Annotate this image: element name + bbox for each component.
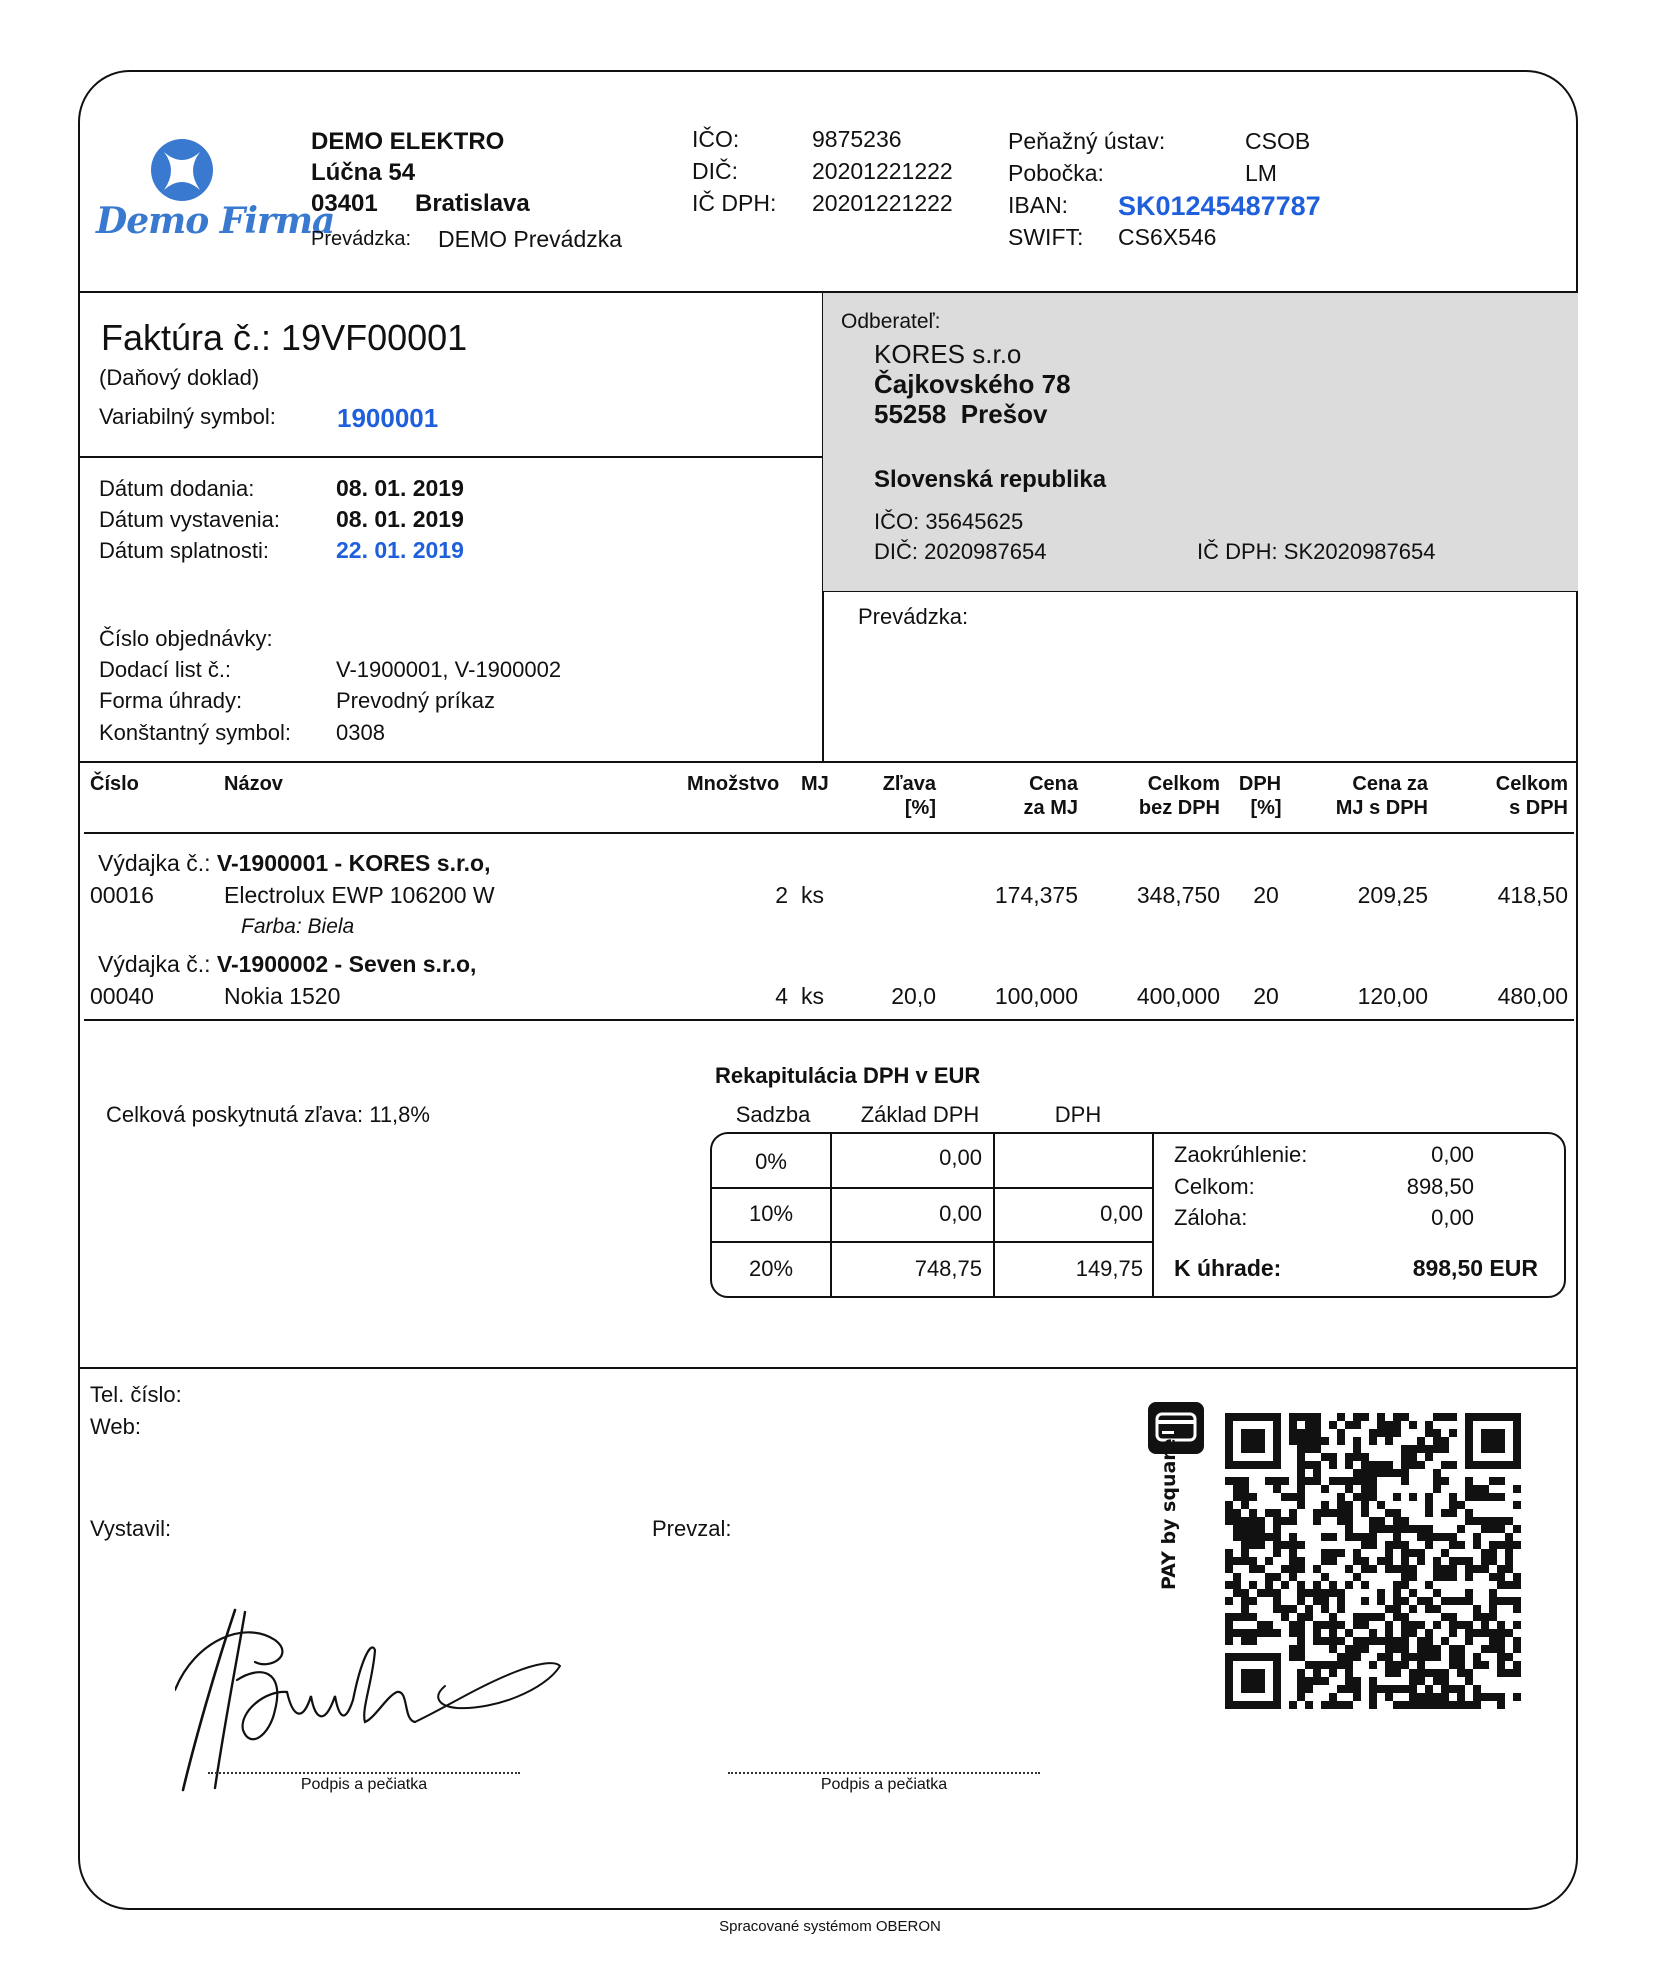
invoice-subtitle: (Daňový doklad) bbox=[99, 365, 260, 390]
company-branch-label: Prevádzka: bbox=[311, 228, 412, 250]
company-city: Bratislava bbox=[415, 190, 530, 217]
total-value: 898,50 bbox=[1406, 1174, 1474, 1199]
row-unit-price: 174,375 bbox=[994, 882, 1078, 908]
divider-invoice-title bbox=[79, 456, 823, 458]
th-cena-s-1: Cena za bbox=[1352, 773, 1428, 795]
web-label: Web: bbox=[90, 1414, 141, 1439]
group-heading bbox=[98, 852, 490, 875]
const-symbol-label: Konštantný symbol: bbox=[99, 720, 291, 745]
th-nazov: Názov bbox=[224, 773, 283, 795]
customer-label: Odberateľ: bbox=[841, 310, 941, 333]
processed-by: Spracované systémom OBERON bbox=[719, 1918, 941, 1935]
order-label: Číslo objednávky: bbox=[99, 626, 273, 651]
th-cena-2: za MJ bbox=[1023, 797, 1078, 819]
row-code: 00040 bbox=[90, 983, 154, 1009]
company-name: DEMO ELEKTRO bbox=[311, 128, 505, 155]
row-unit: ks bbox=[801, 983, 824, 1009]
row-unit-price-vat: 209,25 bbox=[1357, 882, 1428, 908]
office-label: Pobočka: bbox=[1008, 160, 1104, 186]
company-dic: 20201221222 bbox=[812, 158, 953, 184]
row-name: Nokia 1520 bbox=[224, 983, 341, 1009]
customer-country: Slovenská republika bbox=[874, 466, 1107, 493]
company-ico-label: IČO: bbox=[692, 126, 740, 152]
company-zip: 03401 bbox=[311, 190, 378, 217]
bank-label: Peňažný ústav: bbox=[1008, 128, 1166, 154]
received-by-label: Prevzal: bbox=[652, 1516, 732, 1541]
th-cena-1: Cena bbox=[1029, 773, 1078, 795]
row-total-vat: 418,50 bbox=[1497, 882, 1568, 908]
bank-value: CSOB bbox=[1245, 128, 1311, 154]
delivery-note: V-1900001, V-1900002 bbox=[336, 657, 562, 682]
th-dph-2: [%] bbox=[1250, 797, 1282, 819]
company-street: Lúčna 54 bbox=[311, 159, 416, 186]
due-date-label: Dátum splatnosti: bbox=[99, 538, 269, 563]
vat-row-divider bbox=[711, 1241, 1153, 1243]
vat-base: 0,00 bbox=[939, 1201, 982, 1226]
demo-firma-logo-icon bbox=[150, 138, 214, 202]
customer-icdph: IČ DPH: SK2020987654 bbox=[1197, 539, 1436, 564]
const-symbol: 0308 bbox=[336, 720, 385, 745]
recap-col-base: Základ DPH bbox=[860, 1102, 980, 1127]
row-total-no-vat: 400,000 bbox=[1136, 983, 1220, 1009]
signature-line bbox=[208, 1772, 520, 1774]
company-ico: 9875236 bbox=[812, 126, 902, 152]
issue-date-label: Dátum vystavenia: bbox=[99, 507, 280, 532]
divider-table-bottom bbox=[84, 1019, 1574, 1021]
vat-row-divider bbox=[711, 1187, 1153, 1189]
office-value: LM bbox=[1245, 160, 1277, 186]
customer-street: Čajkovského 78 bbox=[874, 369, 1071, 399]
th-celkom-bez-2: bez DPH bbox=[1138, 797, 1220, 819]
vat-base: 0,00 bbox=[939, 1145, 982, 1170]
divider-table-header bbox=[84, 832, 1574, 834]
company-dic-label: DIČ: bbox=[692, 158, 738, 184]
th-dph-1: DPH bbox=[1238, 773, 1282, 795]
delivery-date: 08. 01. 2019 bbox=[336, 475, 464, 501]
th-cena-s-2: MJ s DPH bbox=[1335, 797, 1428, 819]
recap-col-rate: Sadzba bbox=[735, 1102, 811, 1127]
divider-footer bbox=[79, 1367, 1577, 1369]
row-discount: 20,0 bbox=[891, 983, 936, 1009]
row-name: Electrolux EWP 106200 W bbox=[224, 882, 495, 908]
swift-label: SWIFT: bbox=[1008, 224, 1084, 250]
vat-amount: 0,00 bbox=[1100, 1201, 1143, 1226]
due-date: 22. 01. 2019 bbox=[336, 537, 464, 563]
th-celkom-s-1: Celkom bbox=[1495, 773, 1568, 795]
pay-by-square-label: PAY by square bbox=[1158, 1438, 1180, 1590]
vs-label: Variabilný symbol: bbox=[99, 404, 276, 429]
recap-col-vat: DPH bbox=[1054, 1102, 1102, 1127]
vat-base: 748,75 bbox=[914, 1256, 982, 1281]
to-pay-label: K úhrade: bbox=[1174, 1255, 1282, 1281]
iban-label: IBAN: bbox=[1008, 192, 1069, 218]
swift-value: CS6X546 bbox=[1118, 224, 1217, 250]
rounding-label: Zaokrúhlenie: bbox=[1174, 1142, 1308, 1167]
th-celkom-bez-1: Celkom bbox=[1147, 773, 1220, 795]
group-heading-rest: V-1900001 - KORES s.r.o, bbox=[210, 850, 491, 876]
rounding-value: 0,00 bbox=[1431, 1142, 1474, 1167]
advance-label: Záloha: bbox=[1174, 1205, 1248, 1230]
customer-branch-label: Prevádzka: bbox=[858, 604, 969, 629]
group-heading-rest: V-1900002 - Seven s.r.o, bbox=[210, 951, 477, 977]
th-zlava-2: [%] bbox=[904, 797, 936, 819]
group-heading bbox=[98, 953, 476, 976]
row-vat: 20 bbox=[1253, 882, 1279, 908]
row-vat: 20 bbox=[1253, 983, 1279, 1009]
total-label: Celkom: bbox=[1174, 1174, 1255, 1199]
customer-name: KORES s.r.o bbox=[874, 339, 1022, 369]
issued-by-label: Vystavil: bbox=[90, 1516, 172, 1541]
issue-date: 08. 01. 2019 bbox=[336, 506, 464, 532]
logo-text: Demo Firma bbox=[96, 200, 335, 242]
payment-label: Forma úhrady: bbox=[99, 688, 243, 713]
vat-amount: 149,75 bbox=[1075, 1256, 1143, 1281]
payment-value: Prevodný príkaz bbox=[336, 688, 495, 713]
signature-line bbox=[728, 1772, 1040, 1774]
row-unit: ks bbox=[801, 882, 824, 908]
signature-caption: Podpis a pečiatka bbox=[820, 1776, 948, 1793]
delivery-date-label: Dátum dodania: bbox=[99, 476, 255, 501]
company-icdph-label: IČ DPH: bbox=[692, 190, 777, 216]
tel-label: Tel. číslo: bbox=[90, 1382, 182, 1407]
vat-rate: 10% bbox=[748, 1201, 794, 1226]
delivery-note-label: Dodací list č.: bbox=[99, 657, 232, 682]
signature-image bbox=[175, 1600, 565, 1800]
invoice-title: Faktúra č.: 19VF00001 bbox=[101, 317, 468, 358]
customer-ico: IČO: 35645625 bbox=[874, 509, 1024, 534]
qr-code-icon bbox=[1225, 1413, 1521, 1709]
row-unit-price: 100,000 bbox=[994, 983, 1078, 1009]
total-discount: Celková poskytnutá zľava: 11,8% bbox=[106, 1102, 430, 1127]
vat-col-divider bbox=[1152, 1133, 1154, 1297]
vat-rate: 0% bbox=[755, 1149, 787, 1174]
row-qty: 4 bbox=[775, 983, 788, 1009]
advance-value: 0,00 bbox=[1431, 1205, 1474, 1230]
group-heading-prefix: Výdajka č.: bbox=[98, 951, 211, 977]
row-qty: 2 bbox=[775, 882, 788, 908]
company-branch-value: DEMO Prevádzka bbox=[438, 226, 623, 252]
iban-value: SK01245487787 bbox=[1118, 191, 1321, 221]
row-total-vat: 480,00 bbox=[1497, 983, 1568, 1009]
row-unit-price-vat: 120,00 bbox=[1357, 983, 1428, 1009]
row-total-no-vat: 348,750 bbox=[1136, 882, 1220, 908]
th-mnozstvo: Množstvo bbox=[687, 773, 780, 795]
company-icdph: 20201221222 bbox=[812, 190, 953, 216]
th-mj: MJ bbox=[801, 773, 829, 795]
th-celkom-s-2: s DPH bbox=[1509, 797, 1568, 819]
signature-caption: Podpis a pečiatka bbox=[300, 1776, 428, 1793]
vs-value: 1900001 bbox=[337, 403, 439, 433]
group-heading-prefix: Výdajka č.: bbox=[98, 850, 211, 876]
row-code: 00016 bbox=[90, 882, 154, 908]
customer-dic: DIČ: 2020987654 bbox=[874, 539, 1047, 564]
customer-city: 55258 Prešov bbox=[874, 399, 1048, 429]
vat-rate: 20% bbox=[748, 1256, 794, 1281]
th-cislo: Číslo bbox=[90, 773, 139, 795]
to-pay-value: 898,50 EUR bbox=[1412, 1255, 1538, 1281]
recap-title: Rekapitulácia DPH v EUR bbox=[715, 1063, 981, 1088]
row-note: Farba: Biela bbox=[241, 915, 355, 938]
th-zlava-1: Zľava bbox=[882, 773, 936, 795]
divider-table-top bbox=[79, 761, 1577, 763]
